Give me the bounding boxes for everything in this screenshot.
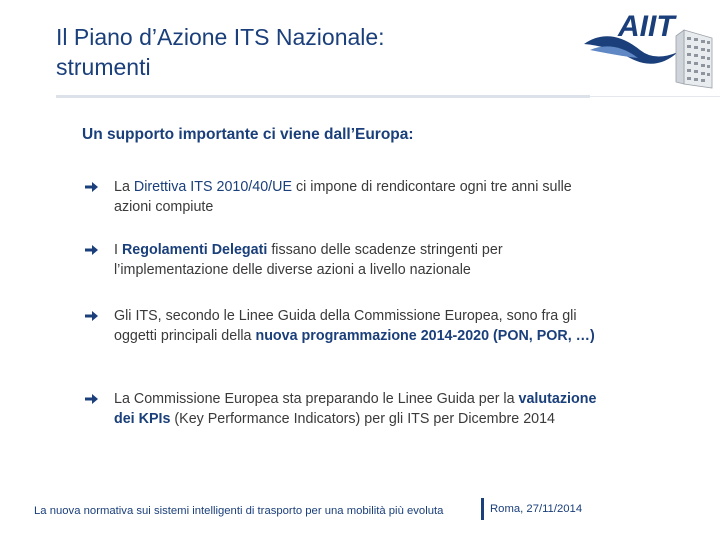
arrow-right-icon <box>84 392 100 406</box>
aiit-logo <box>580 6 720 92</box>
list-item <box>84 178 604 217</box>
intro-text: Un supporto importante ci viene dall’Europa: <box>82 126 414 143</box>
list-item <box>84 241 604 280</box>
bullet-4-text-b: (Key Performance Indicators) per gli ITS per Dicembre 2014 <box>170 410 556 427</box>
arrow-right-icon <box>84 309 100 323</box>
title-line-2: strumenti <box>56 54 151 80</box>
bullet-1-highlight: Direttiva ITS 2010/40/UE <box>133 179 293 195</box>
bullet-1-text-b: ci impone di rendicontare ogni tre anni sulle azioni compiute <box>114 179 572 215</box>
building-icon <box>676 30 712 88</box>
footer-divider <box>481 498 484 520</box>
bullet-4-highlight: valutazione dei KPIs <box>114 391 597 427</box>
bullet-3-highlight: nuova programmazione 2014-2020 (PON, POR, …) <box>255 327 595 344</box>
title-line-1: Il Piano d’Azione ITS Nazionale: <box>56 24 385 50</box>
list-item <box>84 390 604 429</box>
bullet-1-text-a: La <box>114 179 134 195</box>
title-divider <box>56 95 590 98</box>
bullet-4-text-a: La Commissione Europea sta preparando le Linee Guida per la <box>114 391 519 407</box>
logo-text: AIIT <box>618 10 675 43</box>
footer-caption: La nuova normativa sui sistemi intelligenti di trasporto per una mobilità più evoluta <box>34 505 444 517</box>
arrow-right-icon <box>84 180 100 194</box>
list-item <box>84 307 604 346</box>
bullet-2-text-b: fissano delle scadenze stringenti per l’implementazione delle diverse azioni a livello nazionale <box>114 242 503 278</box>
bullet-2-highlight: Regolamenti Delegati <box>121 242 268 258</box>
title-divider-thin <box>590 96 720 97</box>
bullet-2-text-a: I <box>114 242 122 258</box>
bullet-3-text-a: Gli ITS, secondo le Linee Guida della Commissione Europea, sono fra gli oggetti principali della <box>114 308 577 344</box>
arrow-right-icon <box>84 243 100 257</box>
footer-date: Roma, 27/11/2014 <box>490 503 583 515</box>
slide-title <box>56 22 516 82</box>
